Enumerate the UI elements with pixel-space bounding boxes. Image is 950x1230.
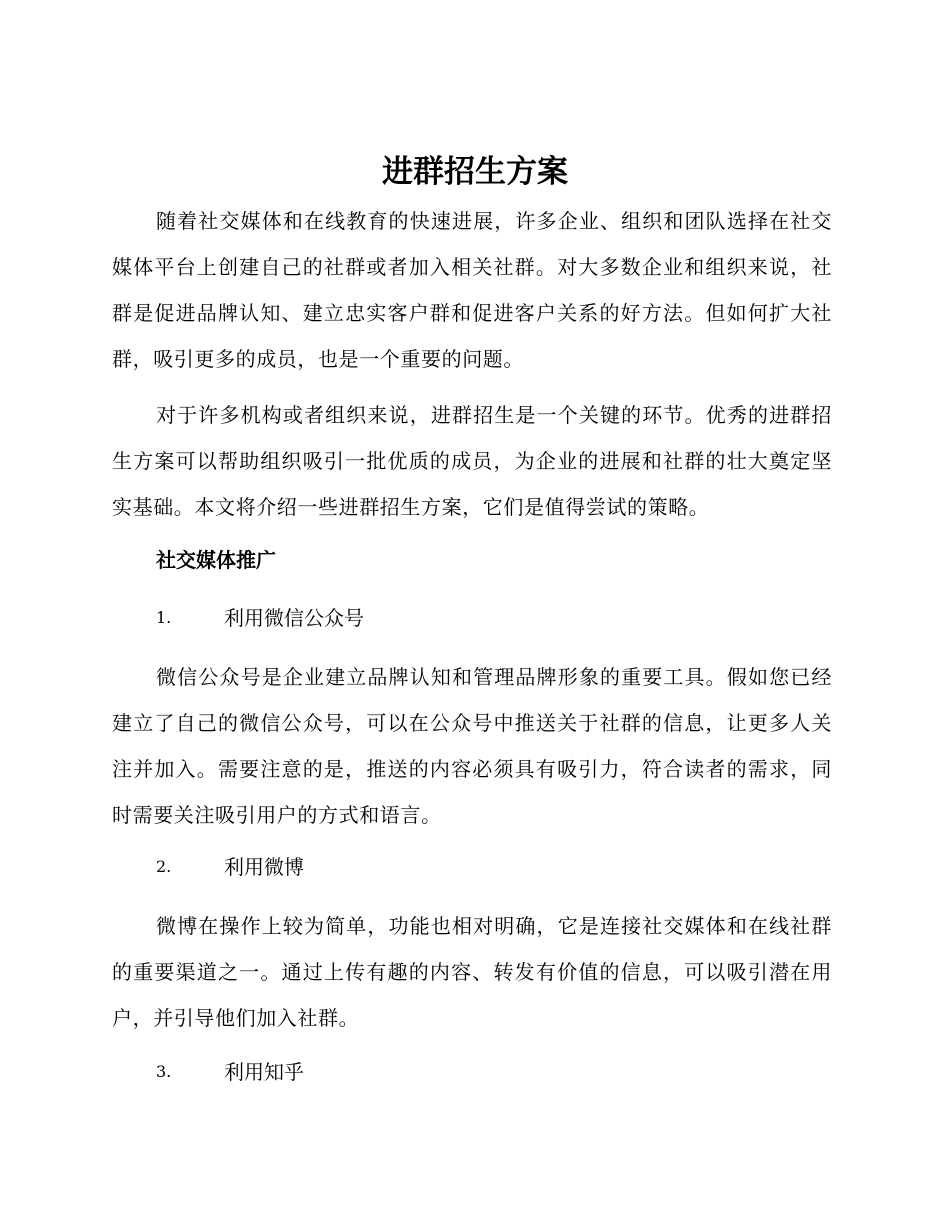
intro-paragraph-1: 随着社交媒体和在线教育的快速进展，许多企业、组织和团队选择在社交媒体平台上创建自己的社群或者加入相关社群。对大多数企业和组织来说，社群是促进品牌认知、建立忠实客户群和促进客户关系的好方法。但如何扩大社群，吸引更多的成员，也是一个重要的问题。 xyxy=(112,209,832,371)
document-title: 进群招生方案 xyxy=(382,154,568,190)
section-heading: 社交媒体推广 xyxy=(156,548,276,572)
list-item-number: 2. xyxy=(156,857,172,876)
list-item-number: 3. xyxy=(156,1062,172,1081)
list-item-label: 利用微信公众号 xyxy=(224,606,364,630)
list-item-label: 利用微博 xyxy=(224,855,304,879)
item-2-paragraph: 微博在操作上较为简单，功能也相对明确，它是连接社交媒体和在线社群的重要渠道之一。通过上传有趣的内容、转发有价值的信息，可以吸引潜在用户，并引导他们加入社群。 xyxy=(112,914,832,1030)
list-item-number: 1. xyxy=(156,608,172,627)
list-item-label: 利用知乎 xyxy=(224,1060,304,1084)
item-1-paragraph: 微信公众号是企业建立品牌认知和管理品牌形象的重要工具。假如您已经建立了自己的微信公众号，可以在公众号中推送关于社群的信息，让更多人关注并加入。需要注意的是，推送的内容必须具有吸引力，符合读者的需求，同时需要关注吸引用户的方式和语言。 xyxy=(112,665,832,827)
intro-paragraph-2: 对于许多机构或者组织来说，进群招生是一个关键的环节。优秀的进群招生方案可以帮助组织吸引一批优质的成员，为企业的进展和社群的壮大奠定坚实基础。本文将介绍一些进群招生方案，它们是值得尝试的策略。 xyxy=(112,403,832,519)
